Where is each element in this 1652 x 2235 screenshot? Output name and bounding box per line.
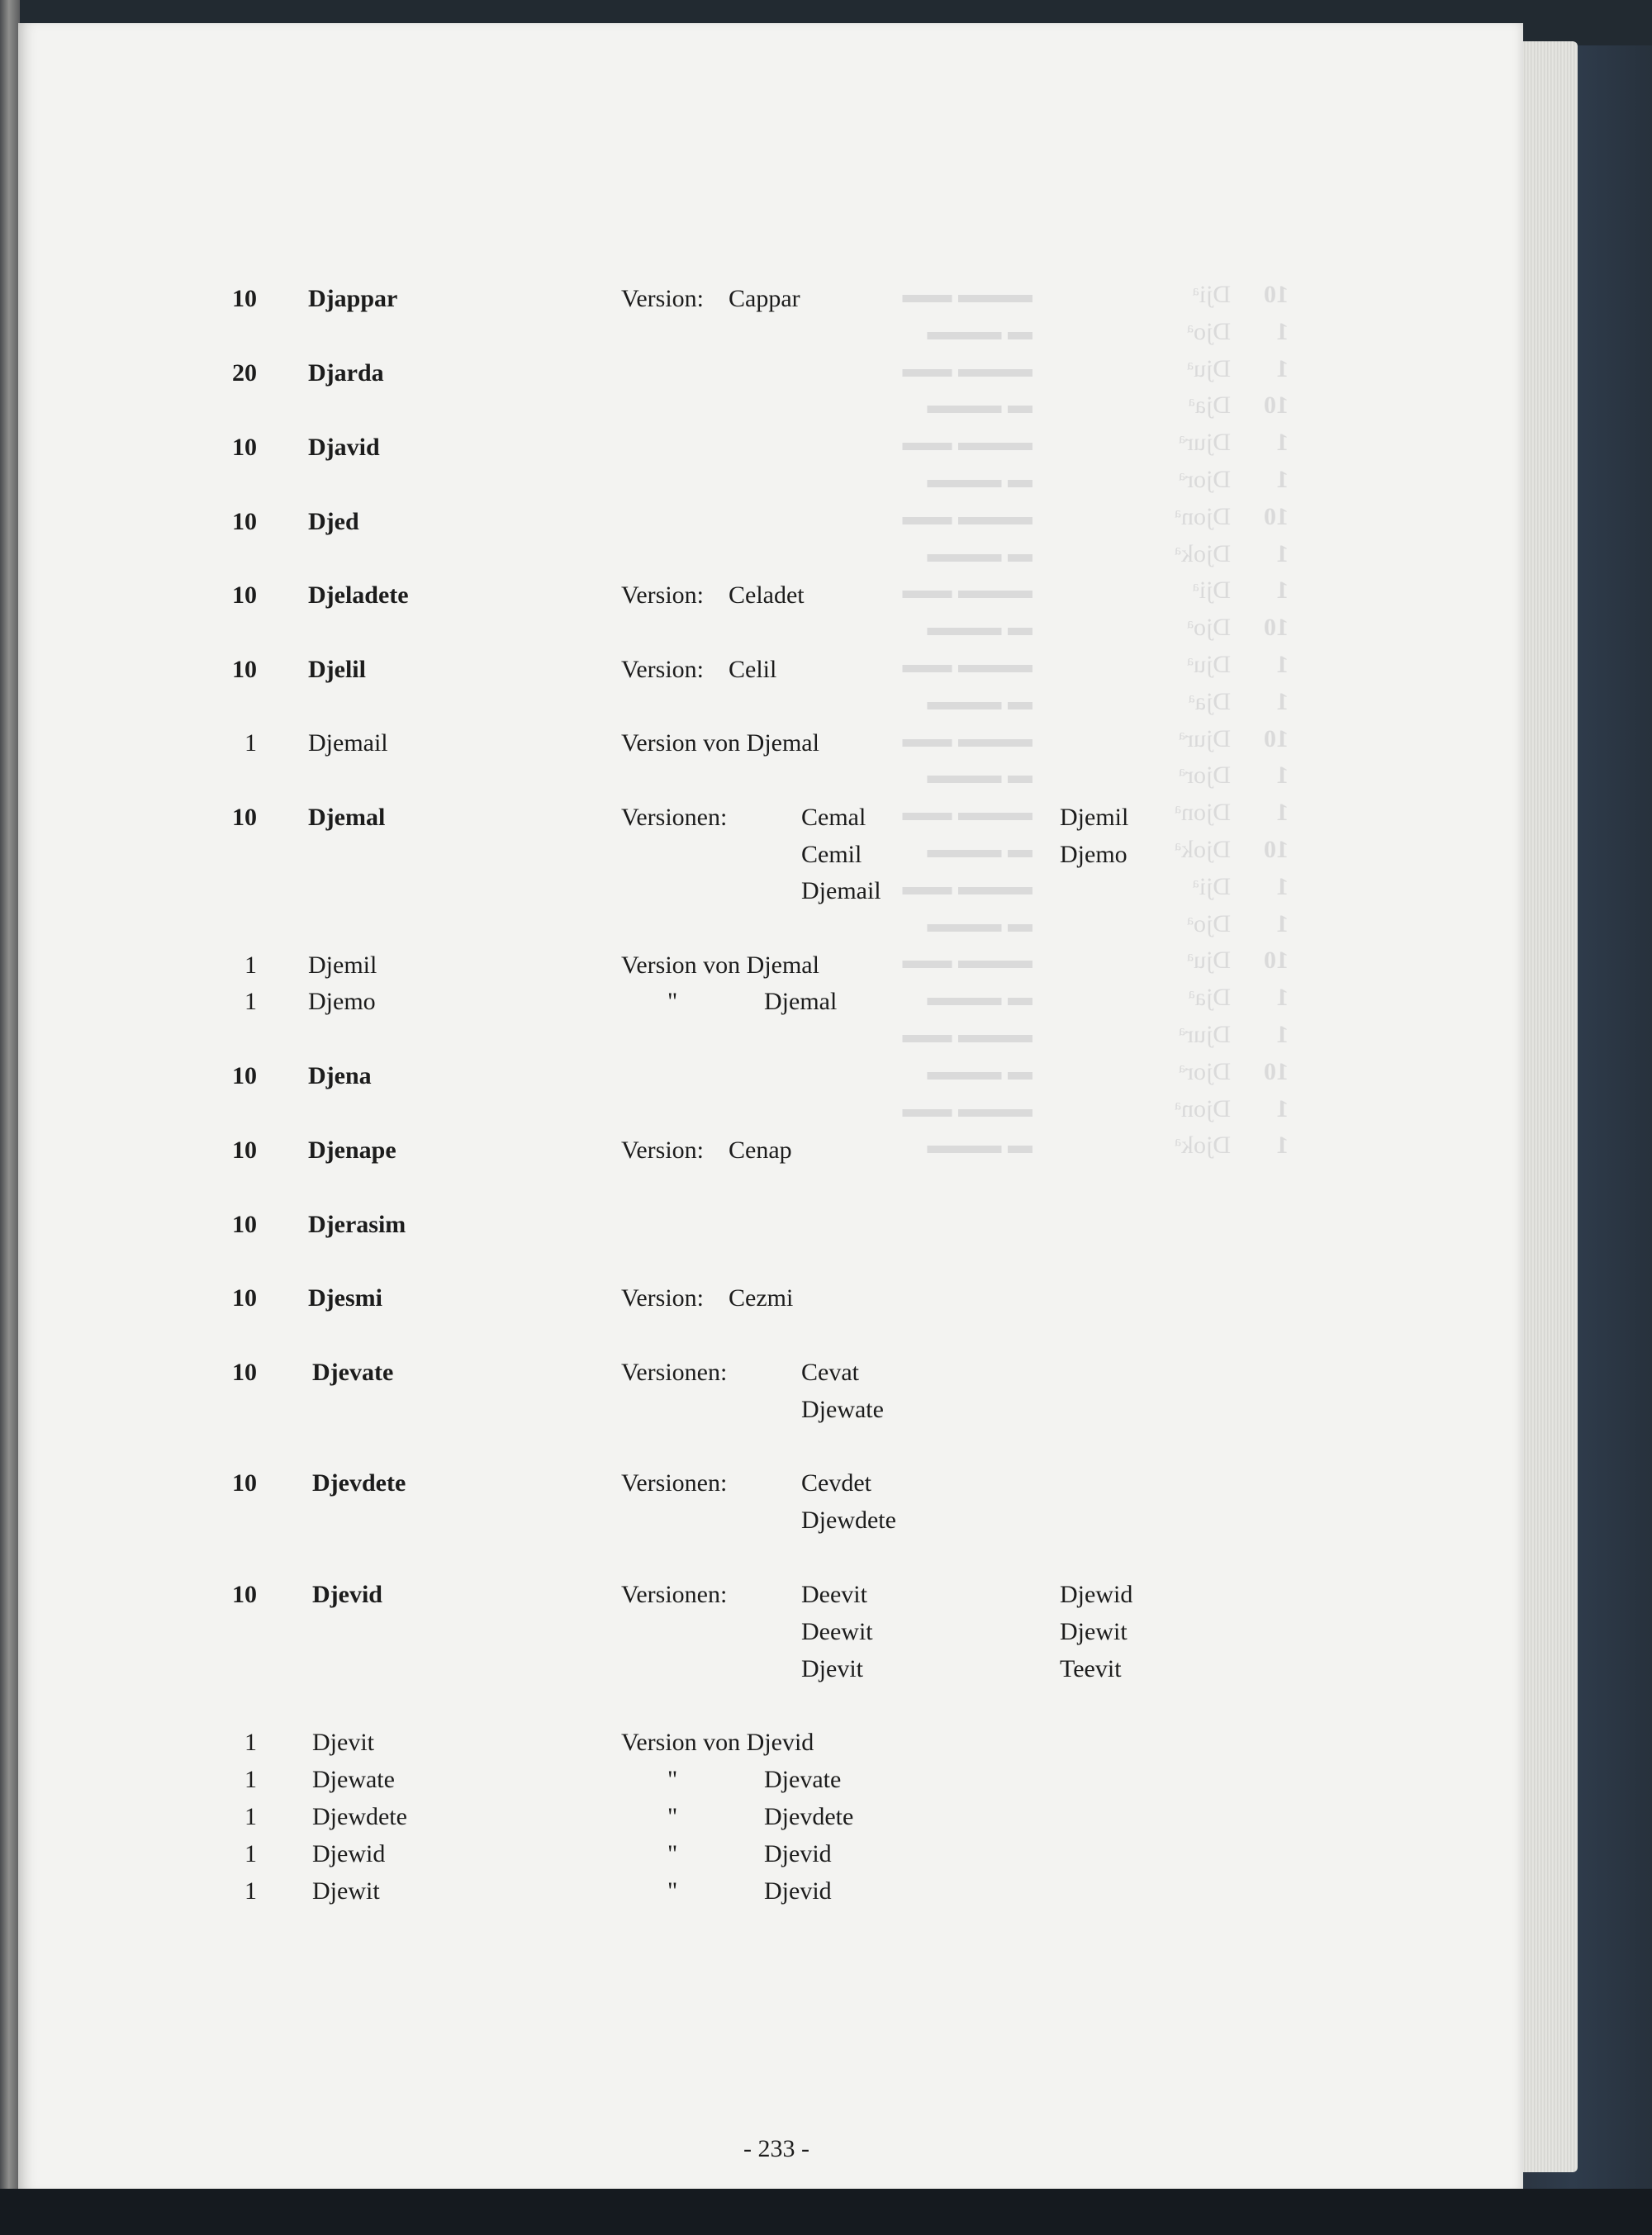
version-label: Version: xyxy=(621,656,704,683)
show-through-row: 1 Djuᵃ ▬▬▬ ▬▬ xyxy=(902,354,1289,382)
entry-count: 1 xyxy=(244,729,257,757)
version-label: Version: xyxy=(621,581,704,609)
entry-count: 10 xyxy=(232,1062,257,1089)
entry-name: Djemil xyxy=(308,951,377,979)
entry-name: Djerasim xyxy=(308,1211,406,1238)
entry-count: 10 xyxy=(232,1469,257,1497)
show-through-row: 10 Djorᵃ ▬ ▬▬▬ xyxy=(927,1057,1289,1085)
entry-count: 10 xyxy=(232,1136,257,1164)
entry-count: 10 xyxy=(232,434,257,461)
entry-name: Djewit xyxy=(312,1877,380,1905)
entry-name: Djemo xyxy=(308,988,376,1015)
version-variant: Djevdete xyxy=(764,1803,854,1830)
entry-name: Djevdete xyxy=(312,1469,406,1497)
show-through-row: 1 Djokᵃ ▬ ▬▬▬ xyxy=(927,1132,1289,1160)
entry-name: Djena xyxy=(308,1062,372,1089)
entry-count: 10 xyxy=(232,508,257,535)
show-through-row: 1 Djiᵃ ▬▬▬ ▬▬ xyxy=(902,872,1289,900)
version-variant: Celadet xyxy=(729,581,805,609)
entry-name: Djevid xyxy=(312,1581,382,1608)
version-label: Versionen: xyxy=(621,1359,728,1386)
entry-name: Djeladete xyxy=(308,581,409,609)
version-variant: Cezmi xyxy=(729,1284,794,1312)
entry-name: Djelil xyxy=(308,656,366,683)
version-label: Version: xyxy=(621,1136,704,1164)
version-label: Version von Djemal xyxy=(621,729,819,757)
version-variant: Cevdet xyxy=(801,1469,871,1497)
entry-name: Djevit xyxy=(312,1729,374,1756)
show-through-row: 10 Djuᵃ ▬▬▬ ▬▬ xyxy=(902,947,1289,975)
show-through-row: 1 Djaᵃ ▬ ▬▬▬ xyxy=(927,984,1289,1012)
entry-name: Djappar xyxy=(308,285,398,312)
show-through-row: 10 Djoᵃ ▬ ▬▬▬ xyxy=(927,614,1289,642)
version-variant-secondary: Teevit xyxy=(1060,1655,1122,1682)
ditto-mark: " xyxy=(667,1877,678,1905)
version-variant: Celil xyxy=(729,656,777,683)
entry-name: Djewate xyxy=(312,1766,395,1793)
version-label: Version von Djevid xyxy=(621,1729,814,1756)
show-through-row: 1 Djurᵃ ▬▬▬ ▬▬ xyxy=(902,429,1289,457)
entry-name: Djesmi xyxy=(308,1284,382,1312)
version-label: Versionen: xyxy=(621,804,728,831)
entry-name: Djewdete xyxy=(312,1803,407,1830)
version-variant: Djemal xyxy=(764,988,838,1015)
entry-count: 1 xyxy=(244,1840,257,1867)
entry-count: 10 xyxy=(232,1284,257,1312)
entry-name: Djavid xyxy=(308,434,380,461)
version-variant: Cemal xyxy=(801,804,866,831)
entry-name: Djenape xyxy=(308,1136,396,1164)
version-variant: Deevit xyxy=(801,1581,867,1608)
version-variant: Djevid xyxy=(764,1840,832,1867)
entry-count: 10 xyxy=(232,1581,257,1608)
version-variant-secondary: Djemo xyxy=(1060,841,1127,868)
ditto-mark: " xyxy=(667,1840,678,1867)
ditto-mark: " xyxy=(667,1766,678,1793)
version-variant: Cevat xyxy=(801,1359,859,1386)
show-through-row: 10 Djonᵃ ▬▬▬ ▬▬ xyxy=(902,502,1289,530)
show-through-row: 1 Djaᵃ ▬ ▬▬▬ xyxy=(927,687,1289,715)
show-through-row: 1 Djorᵃ ▬ ▬▬▬ xyxy=(927,762,1289,790)
entry-name: Djed xyxy=(308,508,359,535)
show-through-row: 1 Djonᵃ ▬▬▬ ▬▬ xyxy=(902,1094,1289,1122)
version-label: Versionen: xyxy=(621,1469,728,1497)
entry-count: 1 xyxy=(244,951,257,979)
version-variant-secondary: Djewit xyxy=(1060,1618,1127,1645)
version-variant: Djevate xyxy=(764,1766,842,1793)
entry-count: 1 xyxy=(244,988,257,1015)
version-variant: Cenap xyxy=(729,1136,792,1164)
version-label: Versionen: xyxy=(621,1581,728,1608)
version-label: Version von Djemal xyxy=(621,951,819,979)
show-through-row: 1 Djonᵃ ▬▬▬ ▬▬ xyxy=(902,799,1289,827)
show-through-row: 10 Djaᵃ ▬ ▬▬▬ xyxy=(927,391,1289,420)
version-variant-secondary: Djewid xyxy=(1060,1581,1133,1608)
show-through-row: 1 Djoᵃ ▬ ▬▬▬ xyxy=(927,909,1289,937)
ditto-mark: " xyxy=(667,988,678,1015)
show-through-row: 10 Djokᵃ ▬ ▬▬▬ xyxy=(927,835,1289,863)
entry-count: 1 xyxy=(244,1766,257,1793)
version-variant: Djevit xyxy=(801,1655,863,1682)
version-variant: Djemail xyxy=(801,877,881,904)
entry-name: Djarda xyxy=(308,359,384,387)
version-label: Version: xyxy=(621,1284,704,1312)
version-label: Version: xyxy=(621,285,704,312)
entry-count: 1 xyxy=(244,1729,257,1756)
entry-count: 10 xyxy=(232,1359,257,1386)
version-variant: Deewit xyxy=(801,1618,873,1645)
ditto-mark: " xyxy=(667,1803,678,1830)
entry-count: 10 xyxy=(232,581,257,609)
show-through-row: 10 Djiᵃ ▬▬▬ ▬▬ xyxy=(902,281,1289,308)
show-through-row: 1 Djurᵃ ▬▬▬ ▬▬ xyxy=(902,1020,1289,1048)
version-variant-secondary: Djemil xyxy=(1060,804,1129,831)
show-through-row: 10 Djurᵃ ▬▬▬ ▬▬ xyxy=(902,724,1289,752)
entry-count: 10 xyxy=(232,804,257,831)
version-variant: Cappar xyxy=(729,285,800,312)
entry-count: 1 xyxy=(244,1803,257,1830)
version-variant: Djevid xyxy=(764,1877,832,1905)
show-through-row: 1 Djiᵃ ▬▬▬ ▬▬ xyxy=(902,577,1289,605)
show-through-row: 1 Djuᵃ ▬▬▬ ▬▬ xyxy=(902,650,1289,678)
entry-name: Djemail xyxy=(308,729,388,757)
version-variant: Djewdete xyxy=(801,1507,896,1534)
entry-count: 10 xyxy=(232,1211,257,1238)
entry-name: Djewid xyxy=(312,1840,386,1867)
entry-count: 10 xyxy=(232,656,257,683)
version-variant: Cemil xyxy=(801,841,862,868)
entry-name: Djevate xyxy=(312,1359,394,1386)
entry-count: 20 xyxy=(232,359,257,387)
page-number: - 233 - xyxy=(743,2135,809,2162)
entry-name: Djemal xyxy=(308,804,386,831)
show-through-row: 1 Djoᵃ ▬ ▬▬▬ xyxy=(927,317,1289,345)
entry-count: 1 xyxy=(244,1877,257,1905)
entry-count: 10 xyxy=(232,285,257,312)
show-through-row: 1 Djorᵃ ▬ ▬▬▬ xyxy=(927,465,1289,493)
show-through-row: 1 Djokᵃ ▬ ▬▬▬ xyxy=(927,539,1289,567)
version-variant: Djewate xyxy=(801,1396,884,1423)
